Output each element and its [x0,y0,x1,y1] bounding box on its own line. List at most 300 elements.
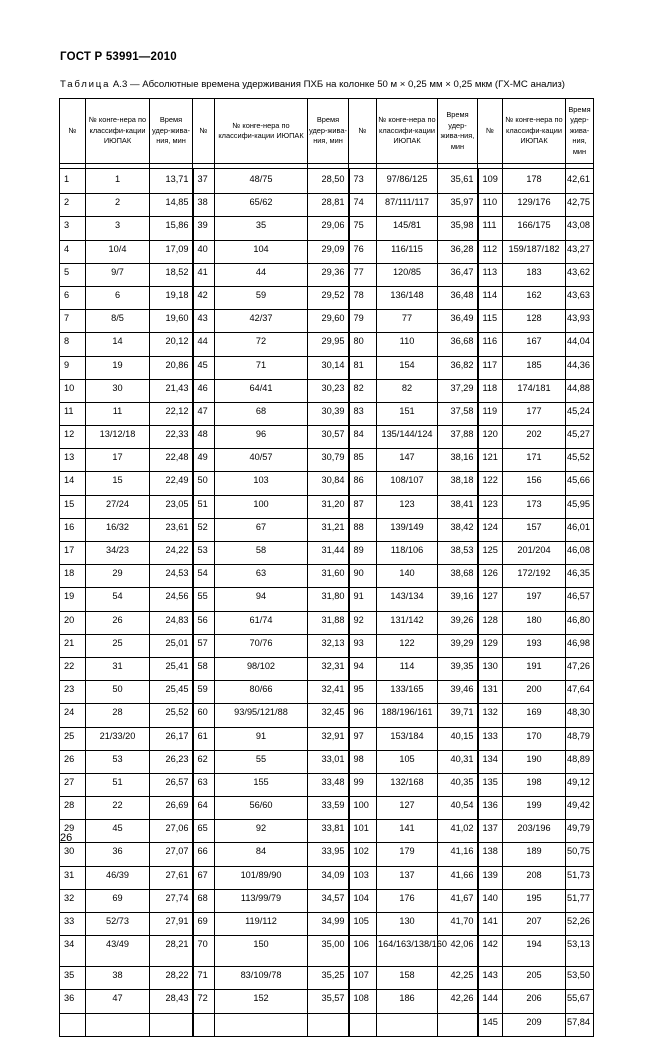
cell-time: 38,53 [438,542,478,565]
cell-no: 38 [193,194,215,217]
table-row [60,263,594,286]
cell-congener: 203/196 [503,820,566,843]
cell-no: 29 [60,820,86,843]
cell-time: 48,79 [566,727,594,750]
cell-no: 122 [478,472,503,495]
cell-no: 87 [349,495,377,518]
cell-no: 142 [478,936,503,967]
cell-congener: 137 [377,866,438,889]
cell-time: 46,57 [566,588,594,611]
cell-congener: 133/165 [377,681,438,704]
cell-time: 37,29 [438,379,478,402]
cell-congener: 65/62 [215,194,308,217]
cell-time: 24,22 [150,542,193,565]
cell-time: 31,80 [308,588,349,611]
cell-time: 49,42 [566,797,594,820]
cell-time: 25,45 [150,681,193,704]
cell-congener: 70/76 [215,634,308,657]
cell-time: 18,52 [150,263,193,286]
cell-congener: 29 [86,565,150,588]
table-row [60,565,594,588]
table-row [60,657,594,680]
cell-no: 30 [60,843,86,866]
cell-no [349,1013,377,1036]
cell-no: 98 [349,750,377,773]
cell-no: 9 [60,356,86,379]
cell-congener: 27/24 [86,495,150,518]
cell-congener: 104 [215,240,308,263]
cell-no: 4 [60,240,86,263]
table-row [60,1013,594,1036]
cell-congener: 56/60 [215,797,308,820]
cell-no: 140 [478,889,503,912]
cell-congener: 54 [86,588,150,611]
cell-congener: 118/106 [377,542,438,565]
cell-congener: 166/175 [503,217,566,240]
cell-time [438,1013,478,1036]
cell-time: 28,50 [308,169,349,194]
cell-congener: 87/111/117 [377,194,438,217]
cell-time: 22,33 [150,426,193,449]
cell-congener: 155 [215,773,308,796]
cell-no: 22 [60,657,86,680]
cell-time [150,1013,193,1036]
cell-congener: 186 [377,990,438,1013]
cell-no: 77 [349,263,377,286]
cell-congener: 200 [503,681,566,704]
cell-congener: 71 [215,356,308,379]
cell-no: 15 [60,495,86,518]
cell-congener: 17 [86,449,150,472]
cell-no: 41 [193,263,215,286]
cell-no: 7 [60,310,86,333]
cell-time: 29,95 [308,333,349,356]
cell-time: 47,26 [566,657,594,680]
cell-time: 44,36 [566,356,594,379]
cell-congener: 97/86/125 [377,169,438,194]
cell-time: 14,85 [150,194,193,217]
cell-congener: 84 [215,843,308,866]
cell-no: 129 [478,634,503,657]
cell-time: 46,98 [566,634,594,657]
cell-time: 22,12 [150,402,193,425]
cell-no: 56 [193,611,215,634]
cell-congener: 173 [503,495,566,518]
cell-congener: 61/74 [215,611,308,634]
cell-time: 34,09 [308,866,349,889]
table-row [60,681,594,704]
cell-no: 62 [193,750,215,773]
cell-no: 42 [193,286,215,309]
cell-no: 36 [60,990,86,1013]
cell-congener: 209 [503,1013,566,1036]
cell-no: 46 [193,379,215,402]
cell-time: 43,63 [566,286,594,309]
cell-no: 106 [349,936,377,967]
cell-no: 13 [60,449,86,472]
cell-time: 36,82 [438,356,478,379]
cell-time: 53,50 [566,967,594,990]
cell-no: 113 [478,263,503,286]
column-header-congener: № конге-нера по классифи-кации ИЮПАК [215,99,308,164]
table-row [60,936,594,967]
cell-congener: 132/168 [377,773,438,796]
cell-no: 24 [60,704,86,727]
cell-congener: 110 [377,333,438,356]
cell-congener: 167 [503,333,566,356]
cell-time: 51,73 [566,866,594,889]
cell-congener: 177 [503,402,566,425]
table-row [60,588,594,611]
cell-no: 96 [349,704,377,727]
cell-no: 26 [60,750,86,773]
cell-time: 42,25 [438,967,478,990]
cell-no: 136 [478,797,503,820]
cell-time: 43,62 [566,263,594,286]
table-caption [60,79,600,90]
cell-no: 102 [349,843,377,866]
cell-congener: 94 [215,588,308,611]
cell-time: 38,18 [438,472,478,495]
cell-time: 32,91 [308,727,349,750]
cell-congener: 162 [503,286,566,309]
cell-no: 20 [60,611,86,634]
cell-no: 91 [349,588,377,611]
cell-congener: 179 [377,843,438,866]
cell-congener: 180 [503,611,566,634]
cell-time: 30,23 [308,379,349,402]
column-header-no: № [349,99,377,164]
cell-congener: 128 [503,310,566,333]
cell-no: 99 [349,773,377,796]
cell-time: 27,74 [150,889,193,912]
cell-congener: 77 [377,310,438,333]
cell-time: 19,18 [150,286,193,309]
cell-time: 13,71 [150,169,193,194]
table-row [60,310,594,333]
cell-time: 36,48 [438,286,478,309]
cell-congener: 8/5 [86,310,150,333]
cell-congener: 139/149 [377,518,438,541]
table-row [60,704,594,727]
cell-time: 24,56 [150,588,193,611]
cell-congener: 191 [503,657,566,680]
cell-no: 63 [193,773,215,796]
cell-no: 84 [349,426,377,449]
cell-congener: 183 [503,263,566,286]
table-row [60,169,594,194]
cell-no: 55 [193,588,215,611]
cell-time: 39,29 [438,634,478,657]
cell-congener: 156 [503,472,566,495]
cell-congener: 36 [86,843,150,866]
cell-no: 115 [478,310,503,333]
cell-no: 19 [60,588,86,611]
cell-time: 51,77 [566,889,594,912]
cell-no: 71 [193,967,215,990]
caption-label: Таблица [60,79,111,90]
cell-time: 49,79 [566,820,594,843]
cell-congener: 91 [215,727,308,750]
retention-times-table [59,98,594,1037]
cell-congener: 44 [215,263,308,286]
cell-no: 52 [193,518,215,541]
column-header-time: Время удер-жива-ния, мин [150,99,193,164]
cell-time: 45,52 [566,449,594,472]
cell-congener: 154 [377,356,438,379]
cell-time: 28,81 [308,194,349,217]
cell-no: 81 [349,356,377,379]
cell-congener: 159/187/182 [503,240,566,263]
cell-no: 12 [60,426,86,449]
cell-time: 34,99 [308,913,349,936]
cell-time: 42,75 [566,194,594,217]
cell-no: 40 [193,240,215,263]
cell-congener: 93/95/121/88 [215,704,308,727]
cell-no: 23 [60,681,86,704]
cell-time: 35,61 [438,169,478,194]
cell-time: 28,22 [150,967,193,990]
cell-time: 25,41 [150,657,193,680]
table-row [60,611,594,634]
cell-no: 93 [349,634,377,657]
cell-congener: 151 [377,402,438,425]
column-header-no: № [193,99,215,164]
cell-congener: 69 [86,889,150,912]
cell-congener: 31 [86,657,150,680]
cell-congener: 19 [86,356,150,379]
cell-time: 33,59 [308,797,349,820]
cell-congener: 178 [503,169,566,194]
cell-time: 24,53 [150,565,193,588]
cell-time: 41,70 [438,913,478,936]
cell-time: 40,54 [438,797,478,820]
cell-no: 2 [60,194,86,217]
cell-no: 6 [60,286,86,309]
cell-no: 86 [349,472,377,495]
cell-time: 42,06 [438,936,478,967]
table-row [60,750,594,773]
cell-no: 127 [478,588,503,611]
cell-congener: 15 [86,472,150,495]
cell-no: 3 [60,217,86,240]
cell-no: 48 [193,426,215,449]
cell-congener: 152 [215,990,308,1013]
cell-no: 72 [193,990,215,1013]
cell-no: 35 [60,967,86,990]
cell-congener: 14 [86,333,150,356]
table-row [60,426,594,449]
cell-no: 54 [193,565,215,588]
cell-time: 39,26 [438,611,478,634]
table-row [60,967,594,990]
cell-congener: 194 [503,936,566,967]
cell-congener: 51 [86,773,150,796]
cell-time: 36,28 [438,240,478,263]
cell-no: 92 [349,611,377,634]
cell-congener: 83/109/78 [215,967,308,990]
table-row [60,240,594,263]
cell-no: 118 [478,379,503,402]
cell-no: 31 [60,866,86,889]
cell-no: 100 [349,797,377,820]
document-header: ГОСТ Р 53991—2010 [60,51,177,63]
cell-no: 44 [193,333,215,356]
cell-no: 119 [478,402,503,425]
cell-time: 26,23 [150,750,193,773]
cell-time: 28,21 [150,936,193,967]
cell-congener: 122 [377,634,438,657]
cell-congener: 28 [86,704,150,727]
column-header-no: № [478,99,503,164]
cell-no: 53 [193,542,215,565]
cell-time: 47,64 [566,681,594,704]
cell-congener: 135/144/124 [377,426,438,449]
cell-congener: 2 [86,194,150,217]
cell-no: 126 [478,565,503,588]
cell-congener: 40/57 [215,449,308,472]
cell-time: 26,17 [150,727,193,750]
cell-congener: 16/32 [86,518,150,541]
cell-no: 57 [193,634,215,657]
cell-no: 43 [193,310,215,333]
cell-time: 35,97 [438,194,478,217]
cell-time: 32,45 [308,704,349,727]
cell-time: 50,75 [566,843,594,866]
cell-no: 121 [478,449,503,472]
table-row [60,333,594,356]
cell-time: 29,60 [308,310,349,333]
cell-congener: 176 [377,889,438,912]
cell-no: 37 [193,169,215,194]
cell-no: 17 [60,542,86,565]
cell-time: 55,67 [566,990,594,1013]
cell-congener: 201/204 [503,542,566,565]
table-row [60,866,594,889]
cell-congener: 63 [215,565,308,588]
cell-congener: 55 [215,750,308,773]
cell-no: 103 [349,866,377,889]
cell-congener: 113/99/79 [215,889,308,912]
cell-congener: 199 [503,797,566,820]
cell-congener: 105 [377,750,438,773]
cell-congener: 30 [86,379,150,402]
cell-no: 116 [478,333,503,356]
cell-congener: 141 [377,820,438,843]
table-row [60,913,594,936]
cell-time: 31,60 [308,565,349,588]
cell-no: 78 [349,286,377,309]
cell-no: 11 [60,402,86,425]
cell-time: 24,83 [150,611,193,634]
cell-no: 138 [478,843,503,866]
cell-time: 32,31 [308,657,349,680]
cell-time: 20,86 [150,356,193,379]
cell-congener: 171 [503,449,566,472]
cell-time: 22,48 [150,449,193,472]
table-body [60,169,594,1037]
cell-congener: 164/163/138/160 [377,936,438,967]
cell-no: 105 [349,913,377,936]
cell-no: 134 [478,750,503,773]
cell-congener: 38 [86,967,150,990]
cell-no: 101 [349,820,377,843]
cell-congener: 193 [503,634,566,657]
cell-congener: 208 [503,866,566,889]
cell-no: 14 [60,472,86,495]
cell-time: 27,06 [150,820,193,843]
cell-no: 97 [349,727,377,750]
cell-no: 110 [478,194,503,217]
cell-congener: 50 [86,681,150,704]
cell-no: 10 [60,379,86,402]
cell-no: 85 [349,449,377,472]
cell-congener: 82 [377,379,438,402]
cell-time: 46,35 [566,565,594,588]
cell-time: 46,80 [566,611,594,634]
column-header-congener: № конге-нера по классифи-кации ИЮПАК [86,99,150,164]
cell-congener: 170 [503,727,566,750]
cell-congener: 58 [215,542,308,565]
cell-no: 16 [60,518,86,541]
cell-no: 27 [60,773,86,796]
cell-time: 20,12 [150,333,193,356]
cell-no: 64 [193,797,215,820]
table-row [60,379,594,402]
cell-congener: 98/102 [215,657,308,680]
cell-no: 139 [478,866,503,889]
cell-time: 36,49 [438,310,478,333]
table-row [60,402,594,425]
cell-congener: 64/41 [215,379,308,402]
cell-time: 30,57 [308,426,349,449]
cell-time: 31,21 [308,518,349,541]
cell-time: 40,35 [438,773,478,796]
cell-no: 124 [478,518,503,541]
cell-congener [86,1013,150,1036]
cell-time [308,1013,349,1036]
cell-congener: 198 [503,773,566,796]
cell-congener: 140 [377,565,438,588]
cell-congener: 197 [503,588,566,611]
cell-time: 15,86 [150,217,193,240]
cell-no: 50 [193,472,215,495]
cell-time: 46,08 [566,542,594,565]
cell-no: 69 [193,913,215,936]
cell-time: 29,09 [308,240,349,263]
cell-time: 23,05 [150,495,193,518]
cell-time: 22,49 [150,472,193,495]
cell-congener: 34/23 [86,542,150,565]
cell-congener: 130 [377,913,438,936]
cell-congener: 11 [86,402,150,425]
cell-no: 104 [349,889,377,912]
cell-no: 128 [478,611,503,634]
cell-time: 40,15 [438,727,478,750]
cell-time: 42,61 [566,169,594,194]
cell-time: 53,13 [566,936,594,967]
cell-no: 65 [193,820,215,843]
cell-no: 1 [60,169,86,194]
cell-time: 49,12 [566,773,594,796]
cell-time: 36,68 [438,333,478,356]
cell-time: 39,16 [438,588,478,611]
cell-time: 48,30 [566,704,594,727]
cell-time: 44,88 [566,379,594,402]
cell-no: 28 [60,797,86,820]
cell-congener: 45 [86,820,150,843]
cell-congener: 129/176 [503,194,566,217]
